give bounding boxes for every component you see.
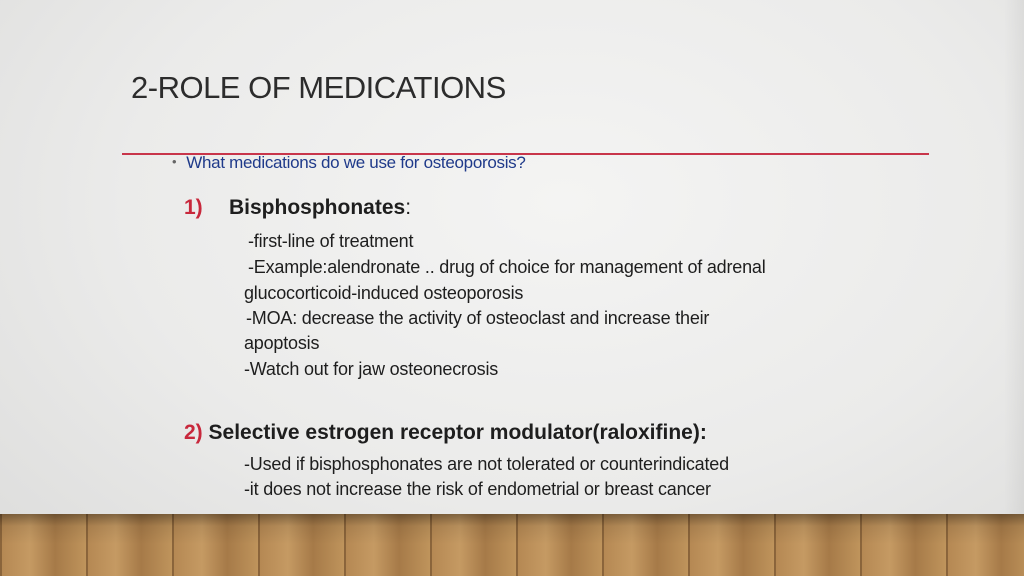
question-bullet [172,153,526,173]
section-1-line: -Example:alendronate .. drug of choice for management of adrenal [248,257,766,277]
section-1-line: -Watch out for jaw osteonecrosis [244,359,499,379]
question-text: What medications do we use for osteoporosis? [186,153,526,172]
section-1-heading-text: Bisphosphonates [229,196,406,219]
section-1-number: 1) [184,196,203,219]
section-1-line: -first-line of treatment [248,231,414,251]
bullet-dot-icon: • [172,154,177,169]
floor-shadow [0,514,1024,576]
section-1-line: glucocorticoid-induced osteoporosis [244,283,524,303]
section-1-line: apoptosis [244,333,320,353]
section-2-heading-text: Selective estrogen receptor modulator(raloxifine): [202,421,707,444]
section-2-number: 2) [184,421,203,444]
section-1-heading [229,196,411,220]
slide-title: 2-ROLE OF MEDICATIONS [131,70,506,105]
section-2-line: -it does not increase the risk of endometrial or breast cancer [244,479,711,499]
section-1-line: -MOA: decrease the activity of osteoclast and increase their [246,308,710,328]
section-1-heading-colon: : [405,196,412,219]
section-2-heading [184,421,707,445]
wall-shading [1004,0,1024,514]
section-2-line: -Used if bisphosphonates are not tolerated or counterindicated [244,454,729,474]
